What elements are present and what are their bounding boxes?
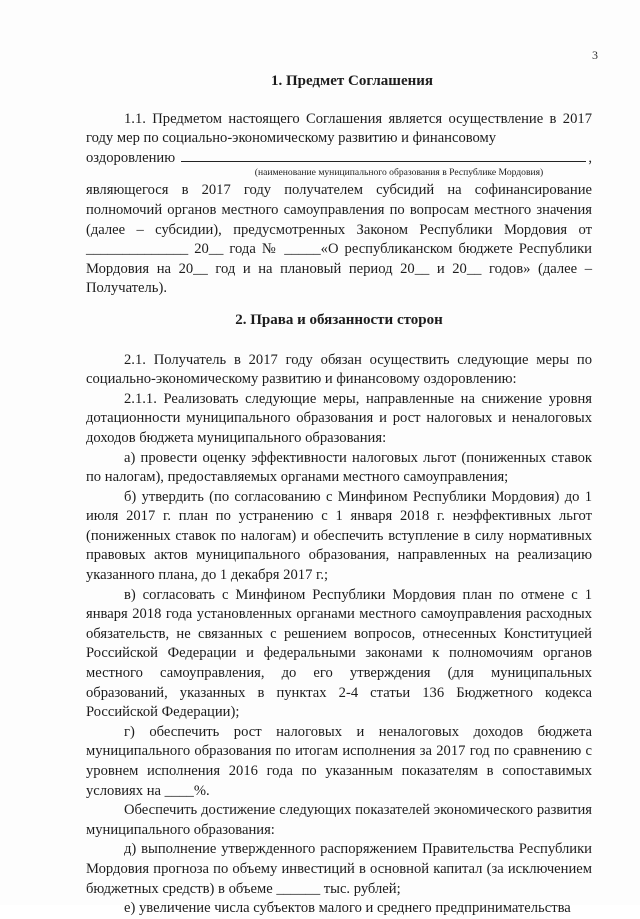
section1-paragraph-rest: являющегося в 2017 году получателем субсидий на софинансирование полномочий органов местного самоуправления по вопросам местного значения (далее – субсидии), предусмотренных Законом Республики Мордовия от ______________ 20__ года № _____«О республиканском бюджете Республики Мордовия на 20__ год и на плановый период 20__ и 20__ годов» (далее – Получатель).	[86, 182, 592, 297]
section2-paragraph: 2.1. Получатель в 2017 году обязан осуществить следующие меры по социально-экономическому развитию и финансовому оздоровлению:	[86, 351, 592, 388]
section2-paragraph: б) утвердить (по согласованию с Минфином Республики Мордовия) до 1 июля 2017 г. план по устранению с 1 января 2018 г. неэффективных льгот (пониженных ставок по налогам) и обеспечить вступление в силу нормативных правовых актов муниципального образования, направленных на реализацию указанного плана, до 1 декабря 2017 г.;	[86, 488, 592, 584]
section2-paragraph: е) увеличение числа субъектов малого и среднего предпринимательства	[124, 900, 571, 917]
line-label: оздоровлению	[86, 149, 176, 166]
section2-paragraph: 2.1.1. Реализовать следующие меры, направленные на снижение уровня дотационности муниципального образования и рост налоговых и неналоговых доходов бюджета муниципального образования:	[86, 390, 592, 446]
municipality-name-line	[86, 149, 592, 169]
section1-heading: 1. Предмет Соглашения	[270, 73, 434, 89]
document-body	[86, 72, 592, 919]
municipality-caption: (наименование муниципального образования в Республике Мордовия)	[254, 167, 544, 179]
section1-paragraph-intro: 1.1. Предметом настоящего Соглашения является осуществление в 2017 году мер по социально-экономическому развитию и финансовому	[86, 110, 592, 147]
section2-paragraph: д) выполнение утвержденного распоряжением Правительства Республики Мордовия прогноза по объему инвестиций в основной капитал (за исключением бюджетных средств) в объеме ______ тыс. рублей;	[86, 841, 592, 897]
section2-paragraph: Обеспечить достижение следующих показателей экономического развития муниципального образования:	[86, 802, 592, 838]
page-number: 3	[592, 48, 598, 62]
section2-paragraph: в) согласовать с Минфином Республики Мордовия план по отмене с 1 января 2018 года установленных органами местного самоуправления расходных обязательств, не связанных с решением вопросов, отнесенных Конституцией Российской Федерации и федеральными законами к полномочиям органов местного самоуправления, до его утверждения (для муниципальных образований, указанных в пунктах 2-4 статьи 136 Бюджетного кодекса Российской Федерации);	[86, 586, 592, 721]
line-end: ,	[588, 149, 592, 166]
section2-paragraph: а) провести оценку эффективности налоговых льгот (пониженных ставок по налогам), предоставляемых органами местного самоуправления;	[86, 449, 592, 486]
section2-heading: 2. Права и обязанности сторон	[235, 311, 443, 328]
section2-paragraph: г) обеспечить рост налоговых и неналоговых доходов бюджета муниципального образования по итогам исполнения за 2017 год по сравнению с уровнем исполнения 2016 года по указанным показателям в сопоставимых условиях на ____%.	[86, 723, 592, 799]
municipality-name-blank	[181, 161, 586, 162]
